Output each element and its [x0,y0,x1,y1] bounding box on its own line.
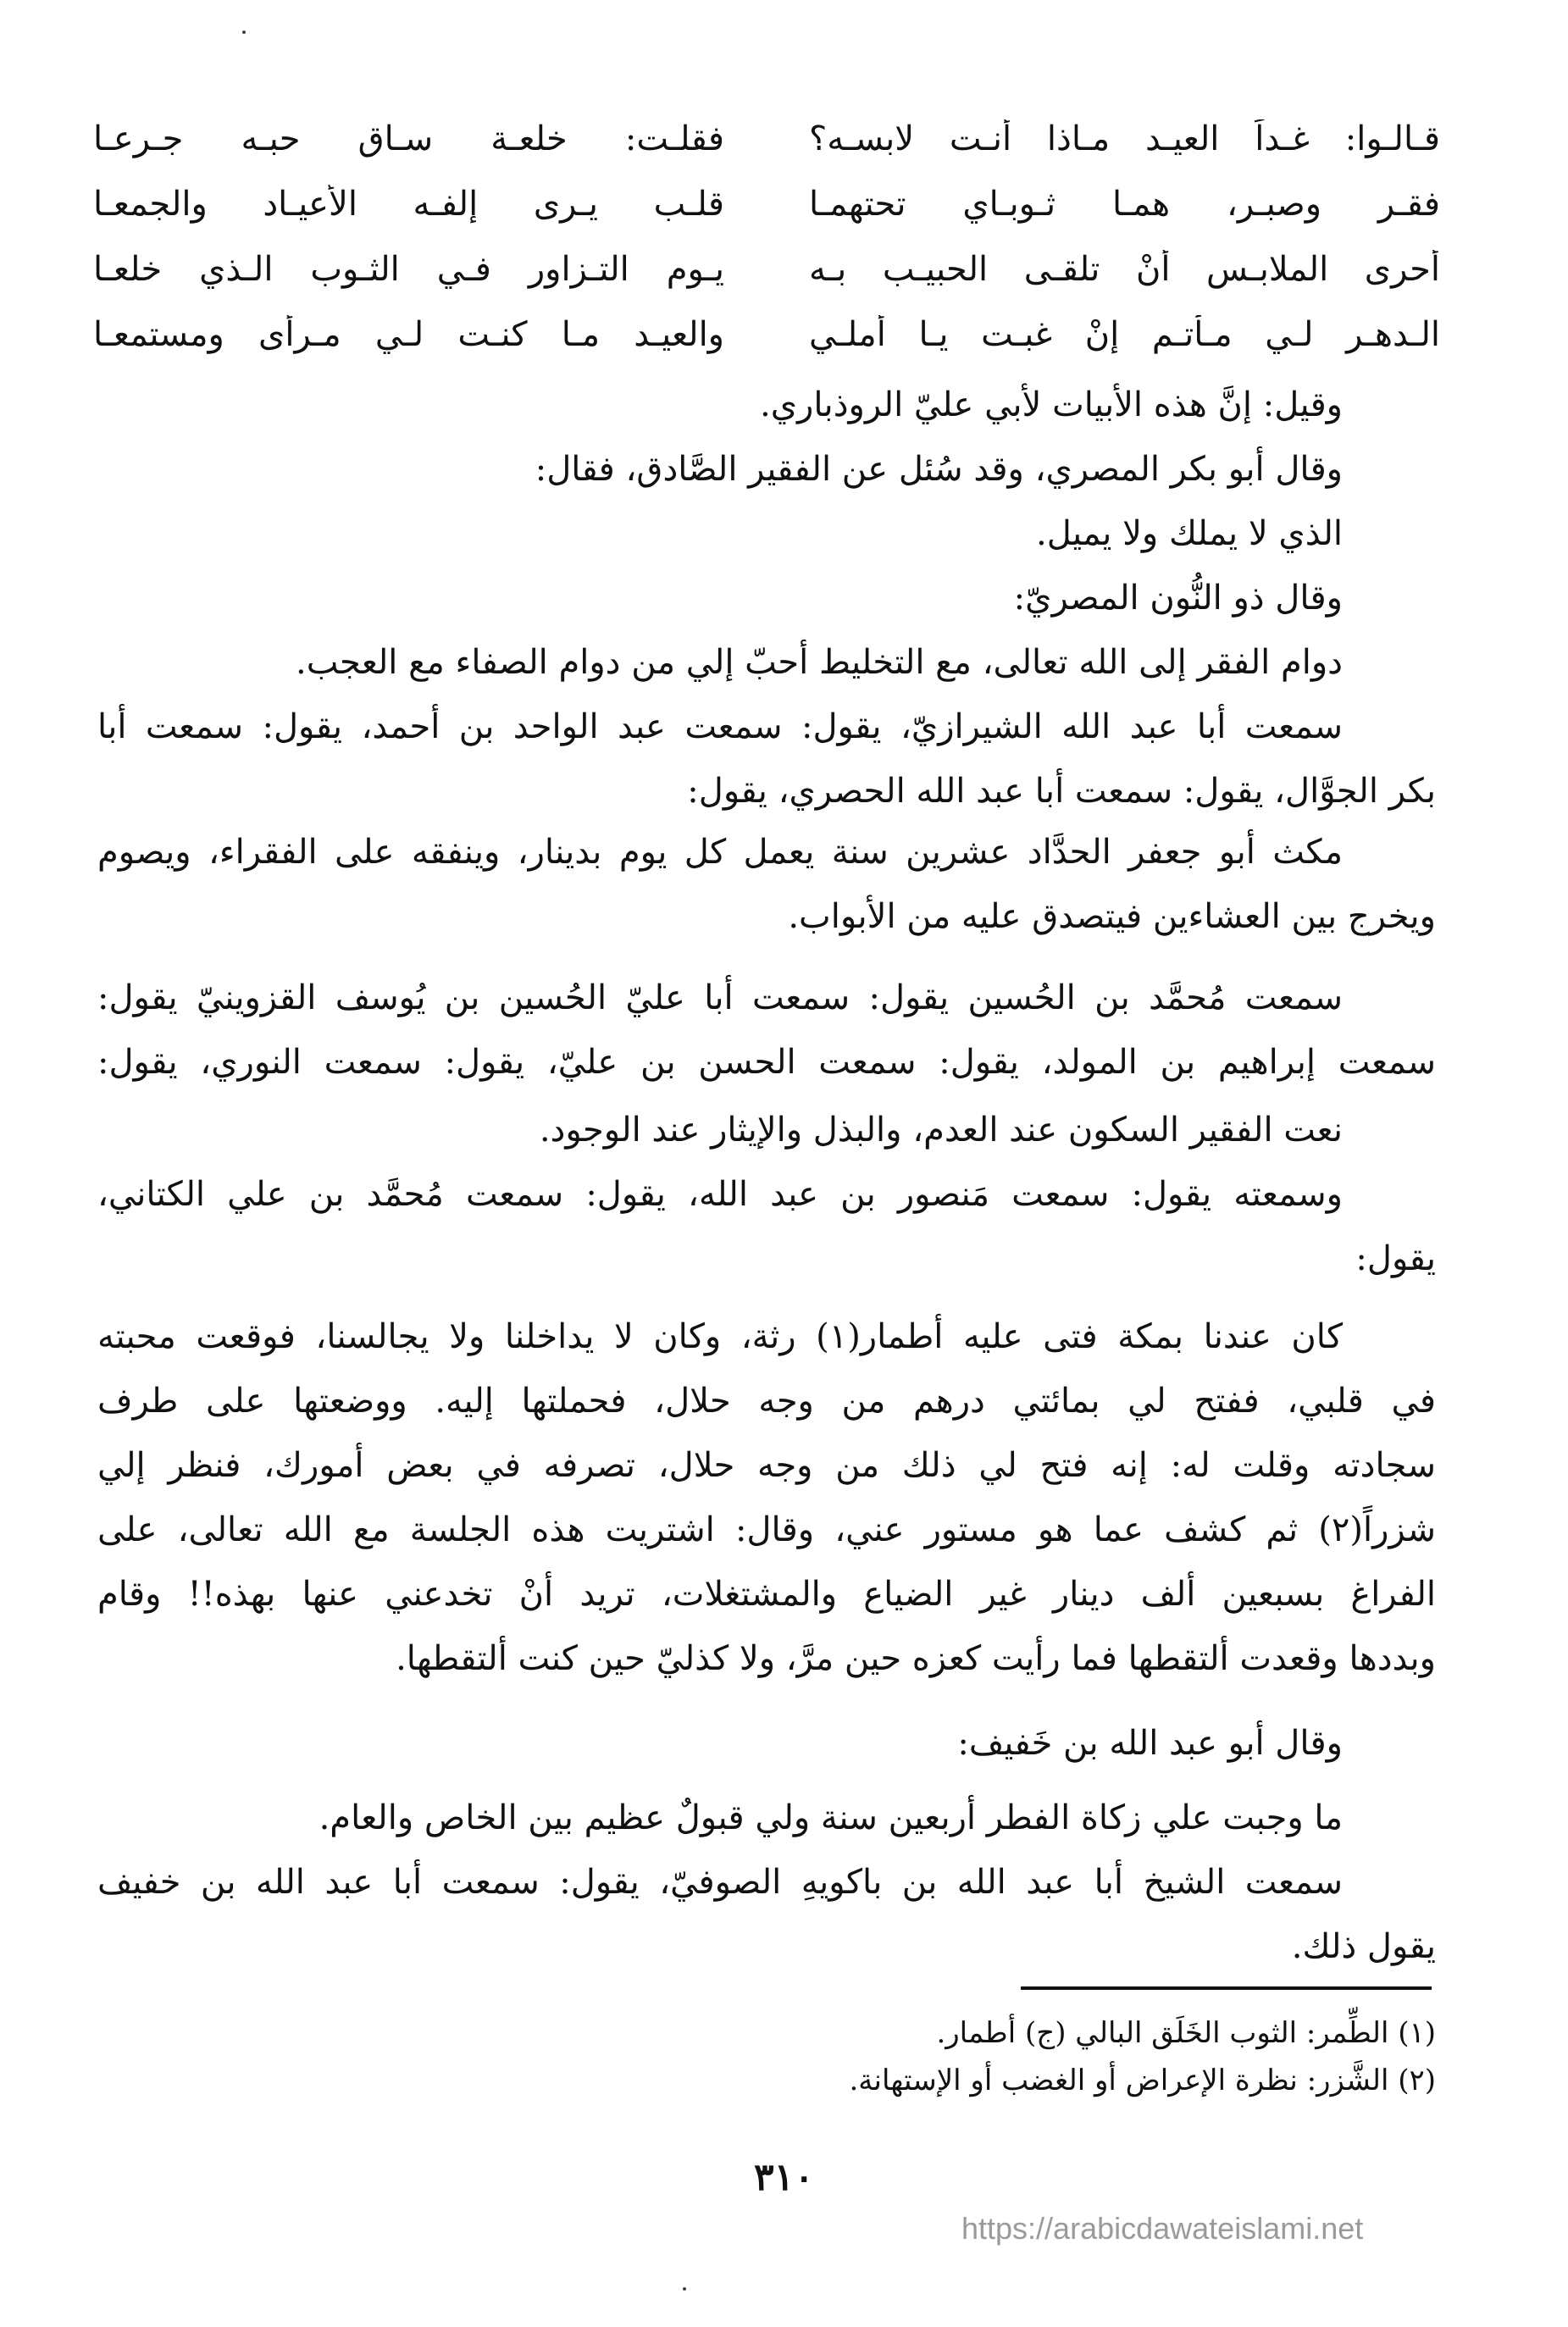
isnad-paragraph [97,695,1436,823]
text-line: بكر الجوَّال، يقول: سمعت أبا عبد الله الحصري، يقول: [687,772,1436,811]
scan-speck [242,30,246,34]
footnote-2: (٢) الشَّزر: نظرة الإعراض أو الغضب أو الإستهانة. [849,2064,1436,2097]
text-line: سمعت مُحمَّد بن الحُسين يقول: سمعت أبا عليّ الحُسين بن يُوسف القزوينيّ يقول: [97,978,1343,1017]
text-line: وسمعته يقول: سمعت مَنصور بن عبد الله، يقول: سمعت مُحمَّد بن علي الكتاني، [97,1175,1343,1214]
scan-speck [683,2287,686,2291]
text-line: الفراغ بسبعين ألف دينار غير الضياع والمشتغلات، تريد أنْ تخدعني عنها بهذه!! وقام [97,1575,1436,1614]
footnote-separator [1021,1986,1432,1990]
poem-hemistich-left: فقلـت: خلعـة سـاق حبـه جـرعـا [93,119,724,158]
text-line: مكث أبو جعفر الحدَّاد عشرين سنة يعمل كل يوم بدينار، وينفقه على الفقراء، ويصوم [97,833,1343,872]
text-line: سمعت إبراهيم بن المولد، يقول: سمعت الحسن بن عليّ، يقول: سمعت النوري، يقول: [97,1043,1436,1082]
text-line: وبددها وقعدت ألتقطها فما رأيت كعزه حين مرَّ، ولا كذليّ حين كنت ألتقطها. [396,1639,1436,1678]
text-line: وقال ذو النُّون المصريّ: [1013,579,1343,618]
poem-block [93,106,1440,367]
text-line: وقيل: إنَّ هذه الأبيات لأبي عليّ الروذباري. [760,385,1343,424]
text-line: سجادته وقلت له: إنه فتح لي ذلك من وجه حلال، تصرفه في بعض أمورك، فنظر إلي [97,1446,1436,1485]
poem-verse [93,106,1440,171]
text-line: ما وجبت علي زكاة الفطر أربعين سنة ولي قبولٌ عظيم بين الخاص والعام. [319,1798,1343,1837]
text-line: ويخرج بين العشاءين فيتصدق عليه من الأبواب. [788,897,1436,936]
story-paragraph [97,1305,1436,1691]
body-text-1 [97,373,1436,823]
isnad-paragraph [97,966,1436,1094]
poem-hemistich-left: يـوم التـزاور فـي الثـوب الـذي خلعـا [93,249,724,289]
poem-hemistich-right: قـالـوا: غـداً العيـد مـاذا أنـت لابسـه؟ [809,119,1440,158]
poem-hemistich-right: الـدهـر لـي مـأتـم إنْ غبـت يـا أملـي [809,314,1440,354]
text-line: سمعت الشيخ أبا عبد الله بن باكويهِ الصوفيّ، يقول: سمعت أبا عبد الله بن خفيف [97,1863,1343,1902]
text-line: دوام الفقر إلى الله تعالى، مع التخليط أحبّ إلي من دوام الصفاء مع العجب. [296,643,1343,682]
body-text-2 [97,820,1436,949]
body-text-4 [97,1305,1436,1691]
poem-hemistich-left: والعيـد مـا كنـت لـي مـرأى ومستمعـا [93,314,724,354]
body-text-5 [97,1711,1436,1979]
poem-verse [93,236,1440,302]
isnad-paragraph [97,1850,1436,1979]
text-line: وقال أبو بكر المصري، وقد سُئل عن الفقير الصَّادق، فقال: [535,450,1343,489]
text-line: وقال أبو عبد الله بن خَفيف: [957,1724,1343,1763]
text-line: الذي لا يملك ولا يميل. [1036,514,1343,553]
text-line: يقول: [1355,1239,1436,1278]
poem-hemistich-right: أحرى الملابـس أنْ تلقـى الحبيـب بـه [809,249,1440,289]
text-line: سمعت أبا عبد الله الشيرازيّ، يقول: سمعت عبد الواحد بن أحمد، يقول: سمعت أبا [97,707,1343,746]
isnad-paragraph [97,1162,1436,1291]
footnote-1: (١) الطِّمر: الثوب الخَلَق البالي (ج) أطمار. [936,2016,1436,2050]
page-number: ٣١٠ [754,2156,814,2199]
quote-paragraph [97,820,1436,949]
poem-hemistich-right: فقـر وصبـر، همـا ثـوبـاي تحتهمـا [809,184,1440,224]
poem-verse [93,171,1440,236]
watermark-url: https://arabicdawateislami.net [961,2211,1364,2246]
poem-verse [93,302,1440,367]
text-line: في قلبي، ففتح لي بمائتي درهم من وجه حلال، فحملتها إليه. ووضعتها على طرف [97,1382,1436,1421]
body-text-3 [97,966,1436,1291]
text-line: يقول ذلك. [1291,1927,1436,1966]
text-line: كان عندنا بمكة فتى عليه أطمار(١) رثة، وكان لا يداخلنا ولا يجالسنا، فوقعت محبته [97,1317,1343,1356]
text-line: شزراً(٢) ثم كشف عما هو مستور عني، وقال: اشتريت هذه الجلسة مع الله تعالى، على [97,1510,1436,1549]
text-line: نعت الفقير السكون عند العدم، والبذل والإيثار عند الوجود. [539,1111,1343,1150]
poem-hemistich-left: قلـب يـرى إلفـه الأعيـاد والجمعـا [93,184,724,224]
